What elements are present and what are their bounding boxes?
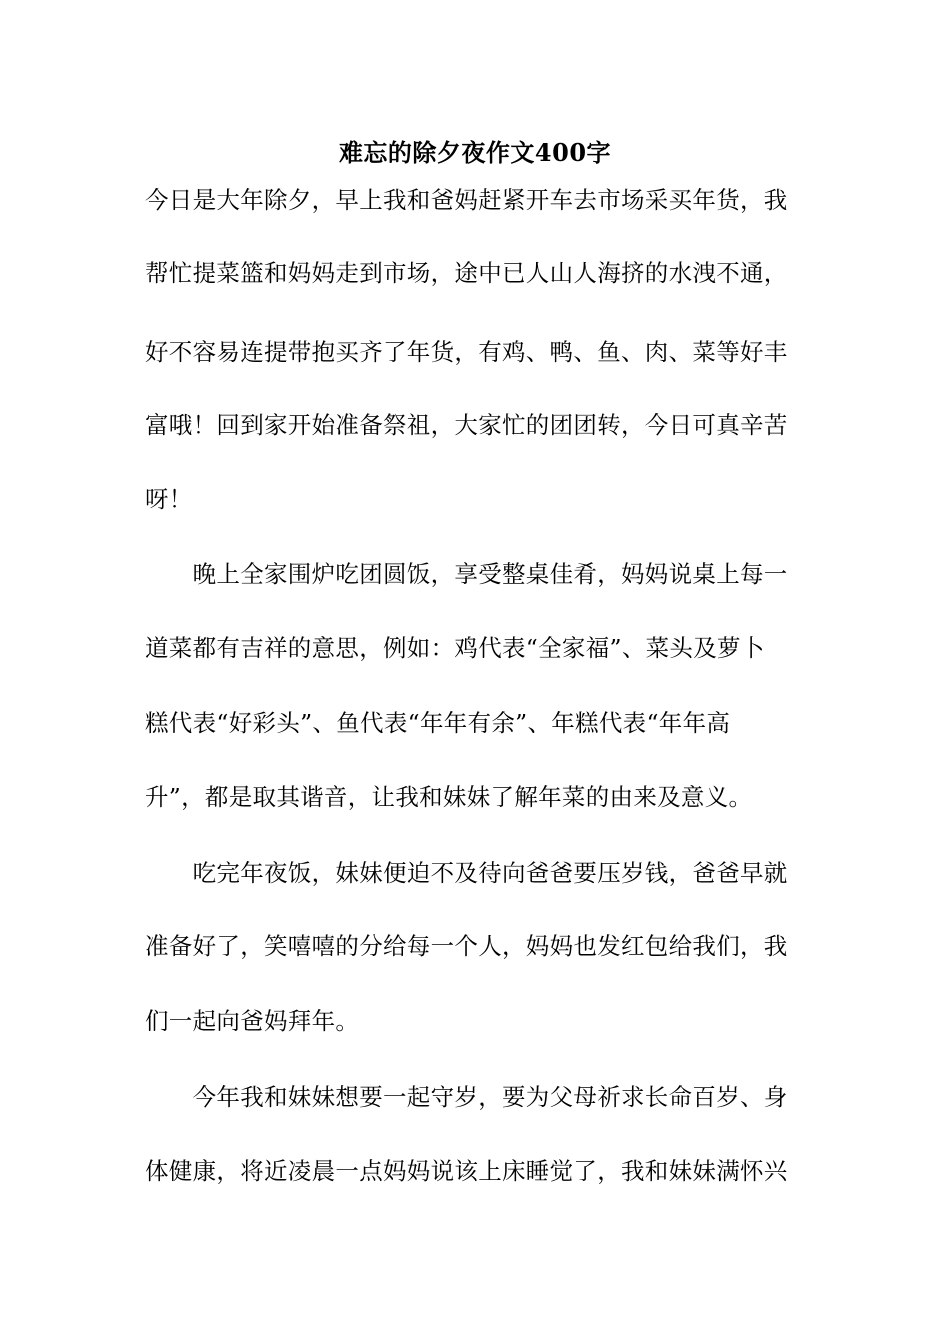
text-line: 晚上全家围炉吃团圆饭，享受整桌佳肴，妈妈说桌上每一 xyxy=(145,560,788,588)
text-line: 吃完年夜饭，妹妹便迫不及待向爸爸要压岁钱，爸爸早就 xyxy=(145,859,788,887)
text-line: 升”，都是取其谐音，让我和妹妹了解年菜的由来及意义。 xyxy=(145,783,753,811)
text-line: 体健康，将近凌晨一点妈妈说该上床睡觉了，我和妹妹满怀兴 xyxy=(145,1157,788,1185)
text-line: 今日是大年除夕，早上我和爸妈赶紧开车去市场采买年货，我 xyxy=(145,186,788,214)
text-line: 呀！ xyxy=(145,485,193,513)
text-line: 好不容易连提带抱买齐了年货，有鸡、鸭、鱼、肉、菜等好丰 xyxy=(145,338,788,366)
text-line: 富哦！回到家开始准备祭祖，大家忙的团团转，今日可真辛苦 xyxy=(145,411,788,439)
text-line: 道菜都有吉祥的意思，例如：鸡代表“全家福”、菜头及萝卜 xyxy=(145,634,765,662)
page-title: 难忘的除夕夜作文400字 xyxy=(338,138,612,167)
text-line: 们一起向爸妈拜年。 xyxy=(145,1007,360,1035)
text-line: 今年我和妹妹想要一起守岁，要为父母祈求长命百岁、身 xyxy=(145,1083,788,1111)
text-line: 准备好了，笑嘻嘻的分给每一个人，妈妈也发红包给我们，我 xyxy=(145,932,788,960)
text-line: 帮忙提菜篮和妈妈走到市场，途中已人山人海挤的水洩不通， xyxy=(145,259,788,287)
text-line: 糕代表“好彩头”、鱼代表“年年有余”、年糕代表“年年高 xyxy=(145,709,731,737)
